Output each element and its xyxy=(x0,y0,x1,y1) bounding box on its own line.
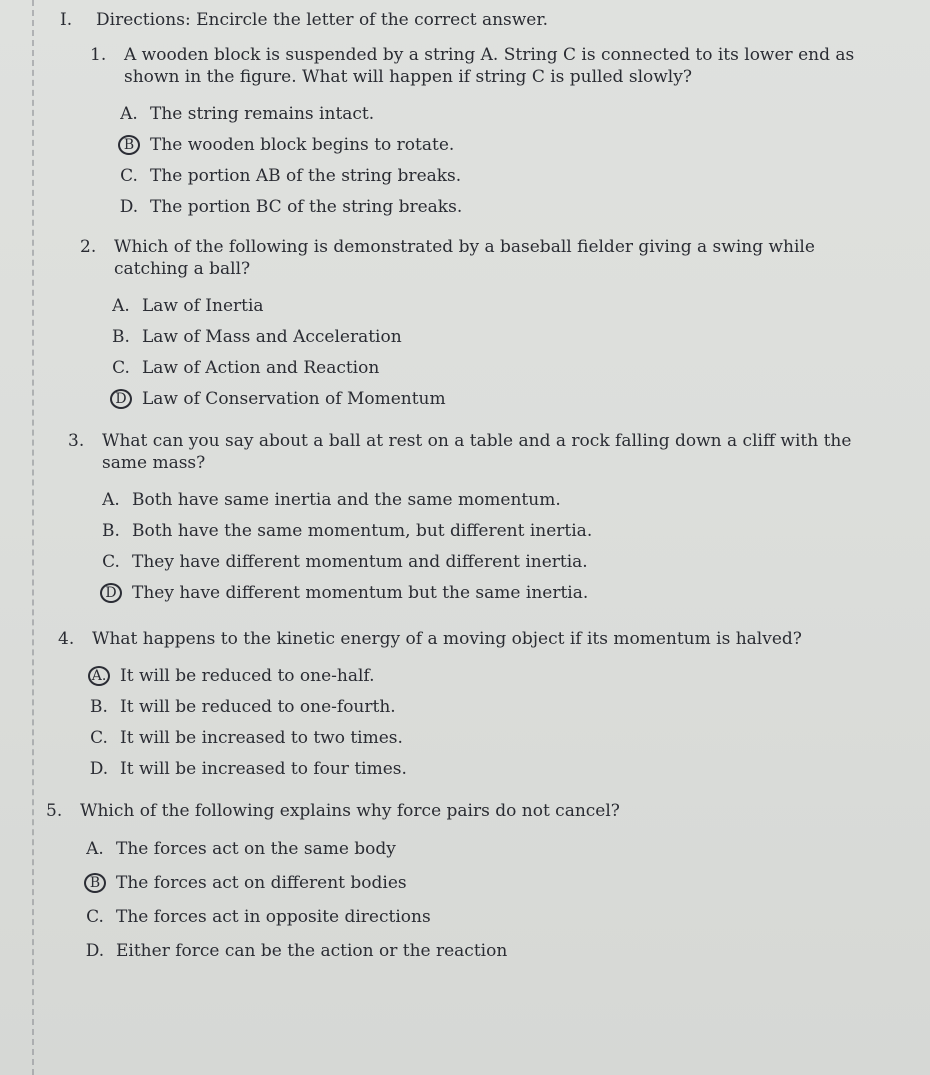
choice-c[interactable] xyxy=(110,352,890,383)
choice-c[interactable] xyxy=(118,160,890,191)
choice-text: The forces act on different bodies xyxy=(116,873,407,893)
choice-b[interactable] xyxy=(100,515,898,546)
choice-text: They have different momentum and different inertia. xyxy=(132,551,588,572)
choice-letter: C. xyxy=(90,727,108,748)
choice-text: The forces act on the same body xyxy=(116,839,396,859)
choice-text: It will be increased to two times. xyxy=(120,727,403,748)
choice-letter: C. xyxy=(86,907,104,927)
choice-list xyxy=(118,98,890,222)
circled-letter: B xyxy=(84,873,106,893)
choice-text: Both have the same momentum, but different inertia. xyxy=(132,520,593,541)
question-1 xyxy=(90,44,890,222)
choice-c[interactable] xyxy=(88,722,898,753)
circled-letter: D xyxy=(110,389,132,409)
question-text: Which of the following is demonstrated by a baseball fielder giving a swing while catching a ball? xyxy=(114,237,815,279)
choice-c[interactable] xyxy=(100,546,898,577)
choice-list xyxy=(88,660,898,784)
question-5 xyxy=(46,800,896,968)
choice-d[interactable] xyxy=(118,191,890,222)
choice-text: It will be reduced to one-half. xyxy=(120,665,375,686)
choice-text: They have different momentum but the same inertia. xyxy=(132,582,589,603)
choice-text: Law of Inertia xyxy=(142,295,264,316)
directions-text: Directions: Encircle the letter of the correct answer. xyxy=(96,10,549,30)
choice-a[interactable] xyxy=(118,98,890,129)
question-number: 5. xyxy=(46,801,63,821)
question-2 xyxy=(80,236,890,414)
choice-list xyxy=(100,484,898,608)
question-number: 1. xyxy=(90,45,107,65)
choice-letter: D. xyxy=(89,758,109,779)
section-number: I. xyxy=(60,10,73,30)
choice-d[interactable] xyxy=(100,577,898,608)
choice-text: The portion AB of the string breaks. xyxy=(150,165,462,186)
choice-letter: A. xyxy=(120,103,138,124)
choice-b[interactable] xyxy=(110,321,890,352)
choice-list xyxy=(110,290,890,414)
directions xyxy=(60,10,548,30)
choice-list xyxy=(84,832,896,968)
choice-text: The string remains intact. xyxy=(150,103,375,124)
choice-b[interactable] xyxy=(88,691,898,722)
choice-text: The portion BC of the string breaks. xyxy=(150,196,463,217)
question-text: A wooden block is suspended by a string A. String C is connected to its lower end as shown in the figure. What will happen if string C is pulled slowly? xyxy=(124,45,855,87)
choice-letter: B. xyxy=(112,326,130,347)
choice-text: Both have same inertia and the same momentum. xyxy=(132,489,561,510)
question-text: What can you say about a ball at rest on a table and a rock falling down a cliff with the same mass? xyxy=(102,431,852,473)
choice-text: It will be increased to four times. xyxy=(120,758,407,779)
question-text: Which of the following explains why force pairs do not cancel? xyxy=(80,801,620,821)
choice-b[interactable] xyxy=(118,129,890,160)
choice-letter: C. xyxy=(120,165,138,186)
choice-text: Either force can be the action or the reaction xyxy=(116,941,508,961)
choice-text: The forces act in opposite directions xyxy=(116,907,431,927)
choice-letter: A. xyxy=(112,295,130,316)
choice-d[interactable] xyxy=(110,383,890,414)
choice-d[interactable] xyxy=(88,753,898,784)
circled-letter: B xyxy=(118,135,140,155)
choice-text: The wooden block begins to rotate. xyxy=(150,134,455,155)
choice-letter: C. xyxy=(112,357,130,378)
choice-letter: A. xyxy=(102,489,120,510)
choice-a[interactable] xyxy=(88,660,898,691)
choice-c[interactable] xyxy=(84,900,896,934)
choice-a[interactable] xyxy=(84,832,896,866)
choice-letter: B. xyxy=(90,696,108,717)
margin-dashed-line xyxy=(32,0,34,1075)
choice-letter: D. xyxy=(119,196,139,217)
question-text: What happens to the kinetic energy of a moving object if its momentum is halved? xyxy=(92,629,802,649)
circled-letter: D xyxy=(100,583,122,603)
question-4 xyxy=(58,628,898,784)
choice-a[interactable] xyxy=(100,484,898,515)
choice-text: Law of Action and Reaction xyxy=(142,357,380,378)
choice-text: Law of Conservation of Momentum xyxy=(142,388,446,409)
choice-letter: A. xyxy=(86,839,104,859)
choice-text: It will be reduced to one-fourth. xyxy=(120,696,396,717)
choice-b[interactable] xyxy=(84,866,896,900)
question-number: 2. xyxy=(80,237,97,257)
circled-letter: A. xyxy=(88,666,110,686)
question-number: 3. xyxy=(68,431,85,451)
choice-letter: B. xyxy=(102,520,120,541)
question-3 xyxy=(68,430,898,608)
choice-letter: C. xyxy=(102,551,120,572)
choice-text: Law of Mass and Acceleration xyxy=(142,326,402,347)
question-number: 4. xyxy=(58,629,75,649)
choice-letter: D. xyxy=(85,941,105,961)
choice-d[interactable] xyxy=(84,934,896,968)
choice-a[interactable] xyxy=(110,290,890,321)
